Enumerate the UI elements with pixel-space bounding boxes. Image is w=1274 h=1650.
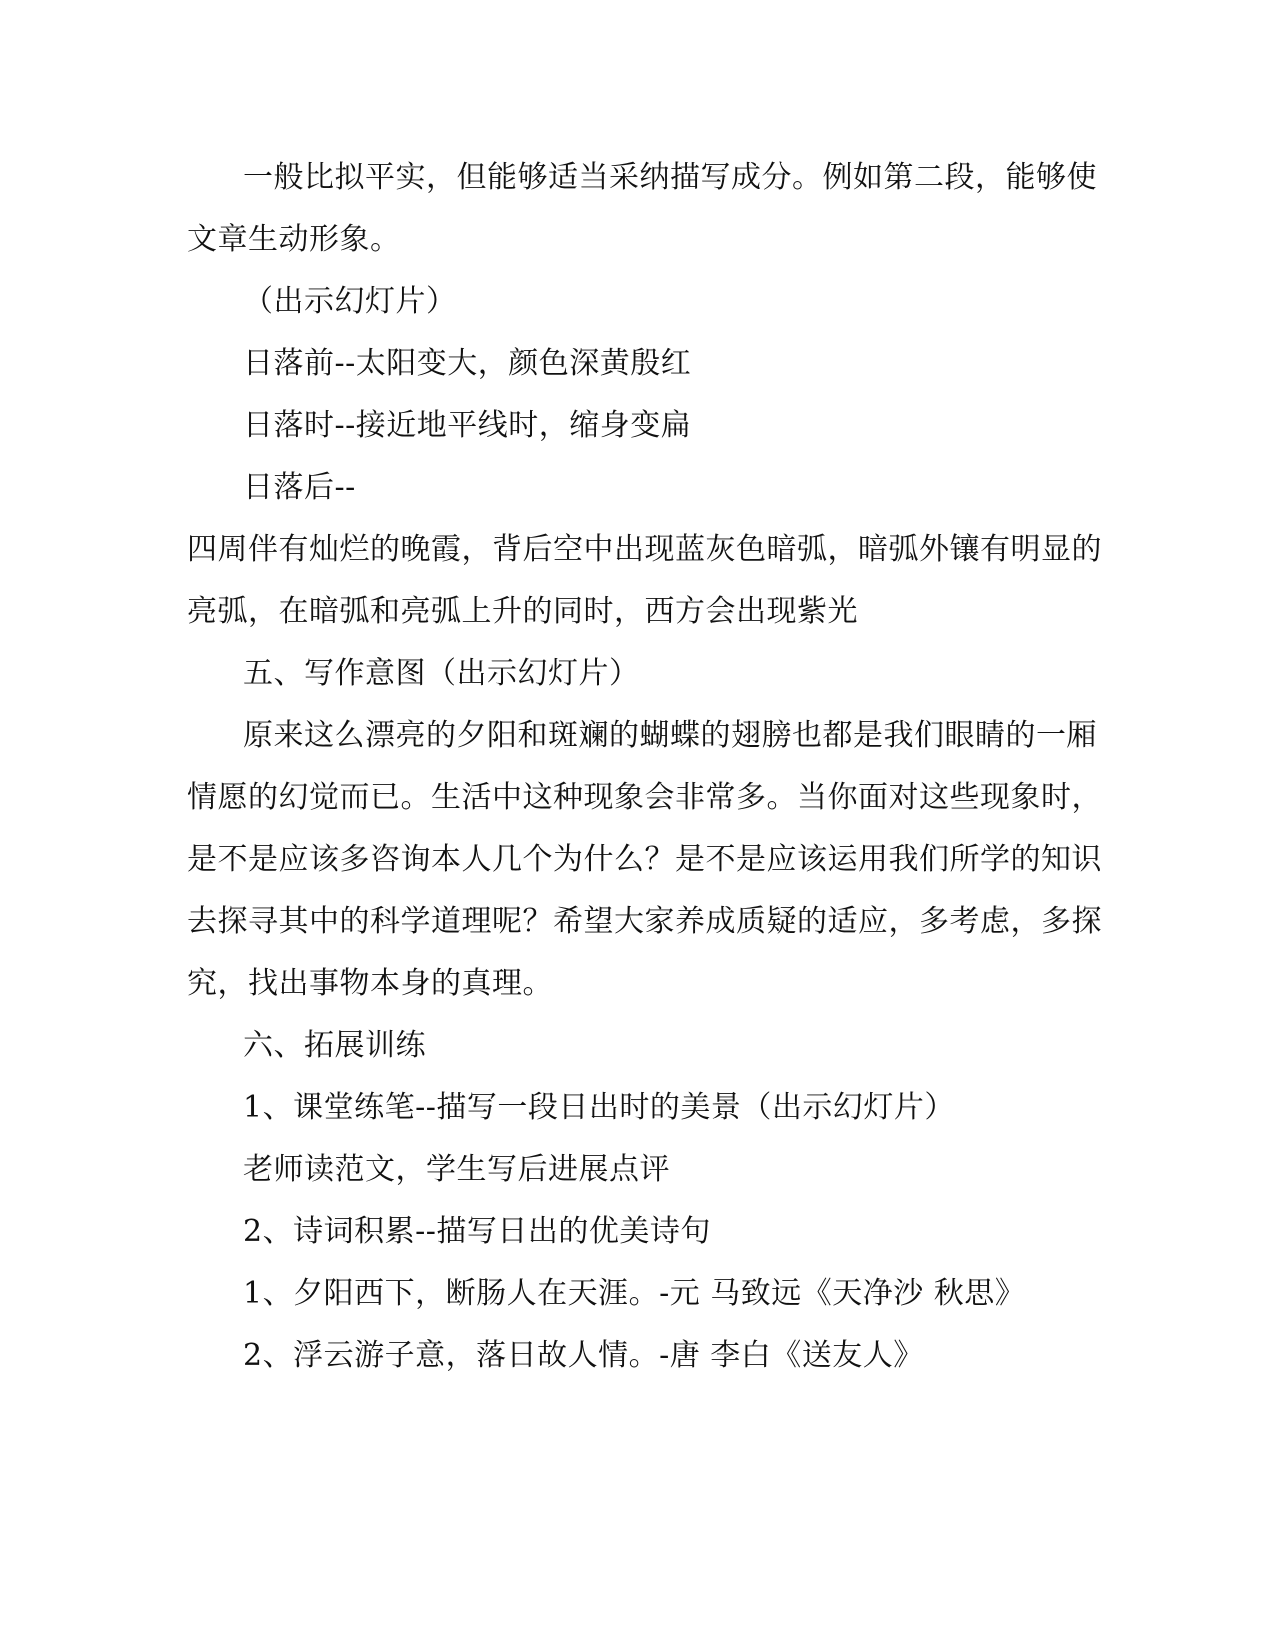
- paragraph-line: 日落时--接近地平线时，缩身变扁: [243, 408, 692, 443]
- paragraph-line: 老师读范文，学生写后进展点评: [243, 1152, 670, 1187]
- paragraph-line: 是不是应该多咨询本人几个为什么？是不是应该运用我们所学的知识: [187, 842, 1102, 877]
- paragraph-line: 文章生动形象。: [187, 222, 401, 257]
- paragraph-line: 亮弧，在暗弧和亮弧上升的同时，西方会出现紫光: [187, 594, 858, 629]
- poem-line: 1、夕阳西下，断肠人在天涯。-元 马致远《天净沙 秋思》: [243, 1276, 1026, 1311]
- paragraph-line: 情愿的幻觉而已。生活中这种现象会非常多。当你面对这些现象时，: [187, 780, 1102, 815]
- paragraph-line: 日落后--: [243, 470, 356, 505]
- paragraph-line: 一般比拟平实，但能够适当采纳描写成分。例如第二段，能够使: [243, 160, 1097, 195]
- paragraph-line: 原来这么漂亮的夕阳和斑斓的蝴蝶的翅膀也都是我们眼睛的一厢: [243, 718, 1097, 753]
- poem-line: 2、浮云游子意，落日故人情。-唐 李白《送友人》: [243, 1338, 924, 1373]
- section-heading: 五、写作意图（出示幻灯片）: [243, 656, 640, 691]
- paragraph-line: 四周伴有灿烂的晚霞，背后空中出现蓝灰色暗弧，暗弧外镶有明显的: [187, 532, 1102, 567]
- paragraph-line: 究，找出事物本身的真理。: [187, 966, 553, 1001]
- paragraph-line: （出示幻灯片）: [243, 284, 457, 319]
- list-item: 2、诗词积累--描写日出的优美诗句: [243, 1214, 711, 1249]
- paragraph-line: 日落前--太阳变大，颜色深黄殷红: [243, 346, 692, 381]
- section-heading: 六、拓展训练: [243, 1028, 426, 1063]
- list-item: 1、课堂练笔--描写一段日出时的美景（出示幻灯片）: [243, 1090, 955, 1125]
- paragraph-line: 去探寻其中的科学道理呢？希望大家养成质疑的适应，多考虑，多探: [187, 904, 1102, 939]
